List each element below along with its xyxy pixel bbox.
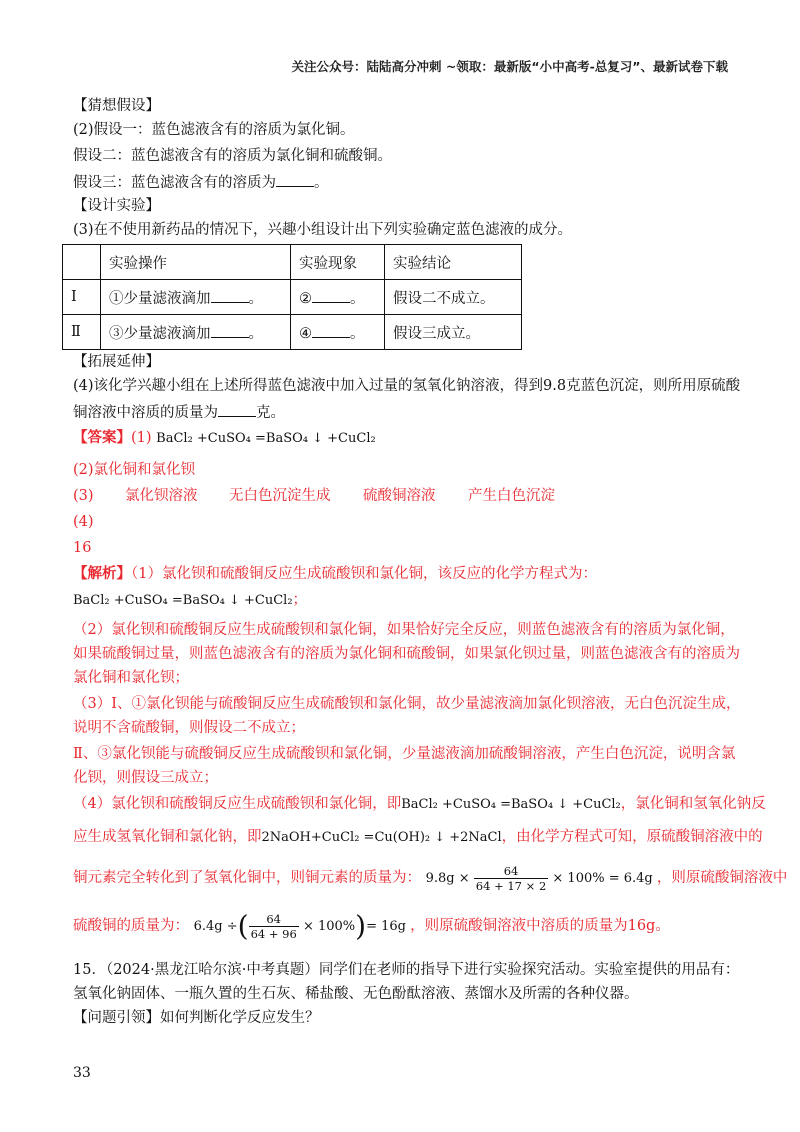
answer-blank[interactable] — [312, 288, 350, 303]
row-conclusion: 假设三成立。 — [385, 315, 522, 350]
design-intro: (3)在不使用新药品的情况下，兴趣小组设计出下列实验确定蓝色滤液的成分。 — [73, 222, 573, 238]
analysis-p2-l2: 如果硫酸铜过量，则蓝色滤液含有的溶质为氯化铜和硫酸铜，如果氯化钡过量，则蓝色滤液含有的溶质为 — [73, 646, 740, 662]
answer-value-4: 16 — [73, 540, 92, 556]
answer-item: 硫酸铜溶液 — [363, 488, 436, 504]
q15-line1: 15．（2024·黑龙江哈尔滨·中考真题）同学们在老师的指导下进行实验探究活动。实验室提供的用品有： — [73, 962, 740, 978]
table-row — [63, 280, 522, 315]
analysis-p3-l1: （3）Ⅰ、①氯化钡能与硫酸铜反应生成硫酸钡和氯化铜，故少量滤液滴加氯化钡溶液，无白色沉淀生成， — [73, 696, 741, 712]
answer-line-2: (2)氯化铜和氯化钡 — [73, 462, 196, 478]
row-id: Ⅱ — [63, 315, 101, 350]
experiment-table — [62, 244, 522, 350]
section-heading-design: 【设计实验】 — [73, 198, 160, 214]
answer-line-1: 【答案】(1) BaCl₂ +CuSO₄ =BaSO₄ ↓ +CuCl₂ — [73, 429, 376, 446]
analysis-equation-1: BaCl₂ +CuSO₄ =BaSO₄ ↓ +CuCl₂； — [73, 592, 308, 608]
analysis-p3-l3: Ⅱ、③氯化钡能与硫酸铜反应生成硫酸钡和氯化铜，少量滤液滴加硫酸铜溶液，产生白色沉淀，说明含氯 — [73, 746, 736, 762]
answer-item: 氯化钡溶液 — [125, 488, 198, 504]
table-row — [63, 315, 522, 350]
analysis-p4-l1: （4）氯化钡和硫酸铜反应生成硫酸钡和氯化铜，即BaCl₂ +CuSO₄ =BaSO₄ ↓ +CuCl₂，氯化铜和氢氧化钠反 — [73, 796, 766, 812]
answer-label: 【答案】 — [73, 429, 131, 446]
answer-blank[interactable] — [312, 323, 350, 338]
row-operation: ①少量滤液滴加 。 — [101, 280, 291, 315]
answer-line-3: (3) 氯化钡溶液 无白色沉淀生成 硫酸铜溶液 产生白色沉淀 — [73, 488, 555, 504]
copper-mass-formula: 9.8g × $\frac{64}{64 + 17 \times 2}$ × 100% = 6.4g — [425, 864, 653, 893]
fraction: $\frac{64}{64 + 96}$ — [250, 912, 297, 941]
answer-blank[interactable] — [218, 402, 256, 417]
analysis-label: 【解析】 — [73, 565, 131, 582]
row-id: Ⅰ — [63, 280, 101, 315]
answer-blank[interactable] — [211, 288, 249, 303]
answer-line-4: (4) — [73, 514, 94, 530]
extend-question-line2: 铜溶液中溶质的质量为 克。 — [73, 402, 285, 423]
analysis-p3-l4: 化钡，则假设三成立； — [73, 770, 218, 786]
answer-blank[interactable] — [211, 323, 249, 338]
row-phenomenon: ② 。 — [291, 280, 385, 315]
table-header-cell: 实验现象 — [291, 245, 385, 280]
hypothesis-3: 假设三：蓝色滤液含有的溶质为 。 — [73, 172, 329, 193]
table-header-cell: 实验操作 — [101, 245, 291, 280]
section-heading-extend: 【拓展延伸】 — [73, 354, 160, 370]
analysis-p4-l4: 硫酸铜的质量为： 6.4g ÷( $\frac{64}{64 + 96}$ × 100%)= 16g ，则原硫酸铜溶液中溶质的质量为16g。 — [73, 909, 670, 943]
answer-item: 无白色沉淀生成 — [229, 488, 331, 504]
fraction: $\frac{64}{64 + 17 \times 2}$ — [475, 864, 547, 893]
sulfate-mass-formula: 6.4g ÷( $\frac{64}{64 + 96}$ × 100%)= 16g — [193, 909, 406, 943]
hypothesis-3-text: 假设三：蓝色滤液含有的溶质为 — [73, 175, 276, 191]
row-operation: ③少量滤液滴加 。 — [101, 315, 291, 350]
analysis-line-1: 【解析】（1）氯化钡和硫酸铜反应生成硫酸钡和氯化铜，该反应的化学方程式为： — [73, 565, 597, 582]
analysis-p2-l3: 氯化铜和氯化钡； — [73, 670, 189, 686]
row-conclusion: 假设二不成立。 — [385, 280, 522, 315]
answer-blank[interactable] — [276, 172, 314, 187]
analysis-p3-l2: 说明不含硫酸铜，则假设二不成立； — [73, 720, 305, 736]
extend-question-line1: (4)该化学兴趣小组在上述所得蓝色滤液中加入过量的氢氧化钠溶液，得到9.8克蓝色沉淀，则所用原硫酸 — [73, 378, 741, 394]
analysis-equation-3: 2NaOH+CuCl₂ =Cu(OH)₂ ↓ +2NaCl — [261, 830, 502, 845]
analysis-p4-l2: 应生成氢氧化铜和氯化钠，即2NaOH+CuCl₂ =Cu(OH)₂ ↓ +2NaCl，由化学方程式可知，原硫酸铜溶液中的 — [73, 829, 763, 845]
page-number: 33 — [73, 1065, 91, 1081]
q15-line3: 【问题引领】如何判断化学反应发生？ — [73, 1010, 320, 1026]
hypothesis-1: (2)假设一：蓝色滤液含有的溶质为氯化铜。 — [73, 122, 355, 138]
table-header-cell — [63, 245, 101, 280]
answer-item: 产生白色沉淀 — [468, 488, 555, 504]
table-header-row — [63, 245, 522, 280]
table-header-cell: 实验结论 — [385, 245, 522, 280]
section-heading-guess: 【猜想假设】 — [73, 98, 160, 114]
analysis-p2-l1: （2）氯化钡和硫酸铜反应生成硫酸钡和氯化铜，如果恰好完全反应，则蓝色滤液含有的溶质为氯化铜， — [73, 622, 735, 638]
row-phenomenon: ④ 。 — [291, 315, 385, 350]
answer-equation: BaCl₂ +CuSO₄ =BaSO₄ ↓ +CuCl₂ — [156, 431, 376, 446]
q15-line2: 氢氧化钠固体、一瓶久置的生石灰、稀盐酸、无色酚酞溶液、蒸馏水及所需的各种仪器。 — [73, 986, 639, 1002]
page-header: 关注公众号：陆陆高分冲刺 ~领取：最新版“小中高考-总复习”、最新试卷下载 — [291, 59, 728, 74]
analysis-p4-l3: 铜元素完全转化到了氢氧化铜中，则铜元素的质量为： 9.8g × $\frac{64}{64 + 17 \times 2}$ × 100% = 6.4g ，则原硫酸铜溶液中 — [73, 864, 788, 893]
hypothesis-2: 假设二：蓝色滤液含有的溶质为氯化铜和硫酸铜。 — [73, 148, 392, 164]
analysis-equation-2: BaCl₂ +CuSO₄ =BaSO₄ ↓ +CuCl₂ — [401, 797, 621, 812]
